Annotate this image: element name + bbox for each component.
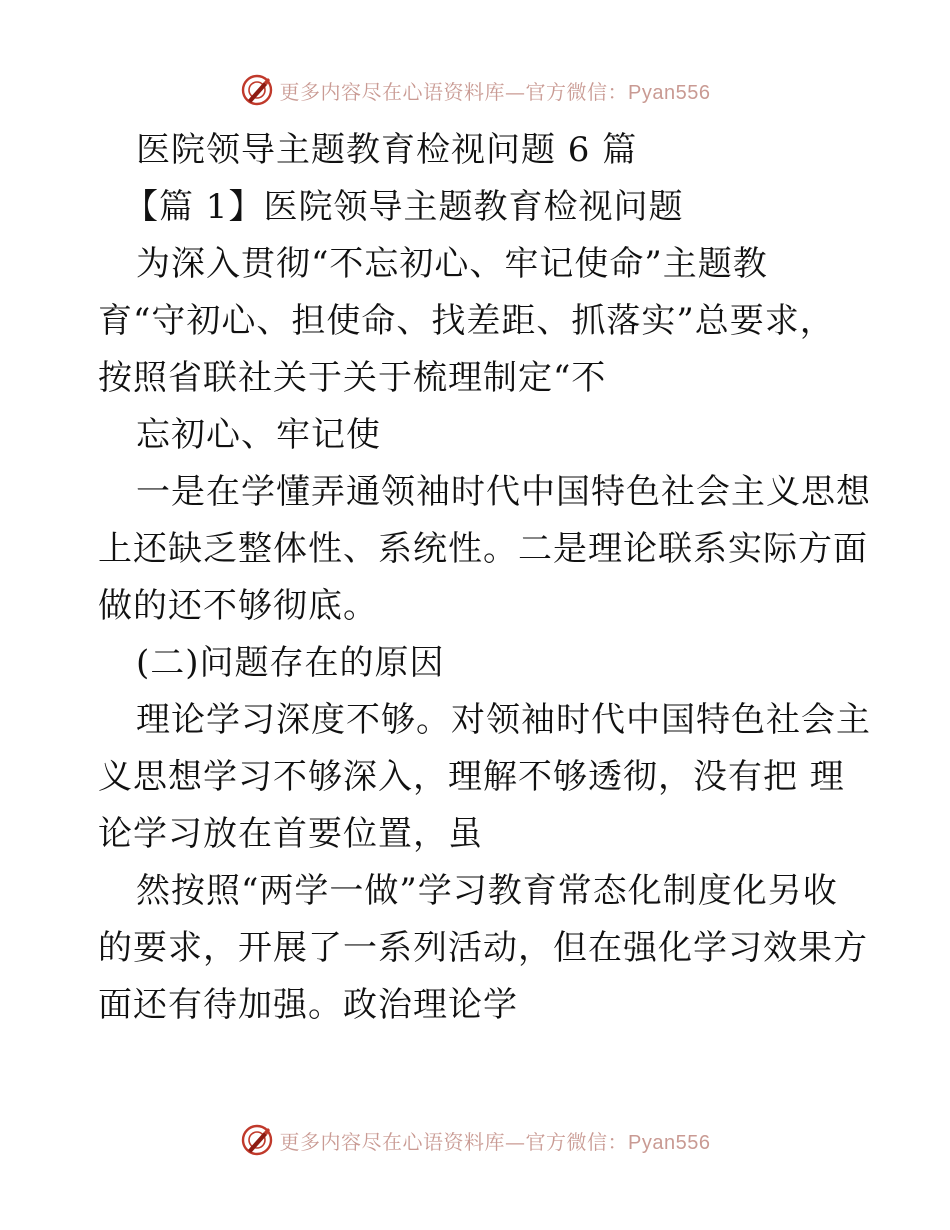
footer-watermark (0, 1120, 950, 1160)
paragraph-line: 一是在学懂弄通领袖时代中国特色社会主义思想 (136, 472, 871, 512)
header-watermark (0, 70, 950, 110)
paragraph-line: 育“守初心、担使命、找差距、抓落实”总要求， (98, 301, 835, 341)
watermark-text: 更多内容尽在心语资料库—官方微信：Pyan556 (279, 79, 711, 104)
watermark-text: 更多内容尽在心语资料库—官方微信：Pyan556 (279, 1129, 711, 1154)
document-body (98, 122, 871, 1034)
paragraph-line: 义思想学习不够深入，理解不够透彻，没有把 理 (98, 757, 845, 797)
paragraph-line: 忘初心、牢记使 (136, 415, 381, 455)
paragraph-line: 上还缺乏整体性、系统性。二是理论联系实际方面 (98, 529, 868, 569)
paragraph-line: 按照省联社关于关于梳理制定“不 (98, 358, 607, 398)
paragraph-line: 理论学习深度不够。对领袖时代中国特色社会主 (136, 700, 871, 740)
pen-logo-icon (240, 1123, 274, 1157)
paragraph-line: 面还有待加强。政治理论学 (98, 985, 518, 1025)
paragraph-line: 论学习放在首要位置，虽 (98, 814, 483, 854)
paragraph-line: 为深入贯彻“不忘初心、牢记使命”主题教 (136, 244, 768, 284)
paragraph-line: 然按照“两学一做”学习教育常态化制度化另收 (136, 871, 838, 911)
subsection-heading: (二)问题存在的原因 (136, 643, 445, 683)
pen-logo-icon (240, 73, 274, 107)
document-title: 医院领导主题教育检视问题 6 篇 (136, 130, 638, 170)
paragraph-line: 的要求，开展了一系列活动，但在强化学习效果方 (98, 928, 868, 968)
paragraph-line: 做的还不够彻底。 (98, 586, 378, 626)
section-heading: 【篇 1】医院领导主题教育检视问题 (124, 187, 684, 227)
